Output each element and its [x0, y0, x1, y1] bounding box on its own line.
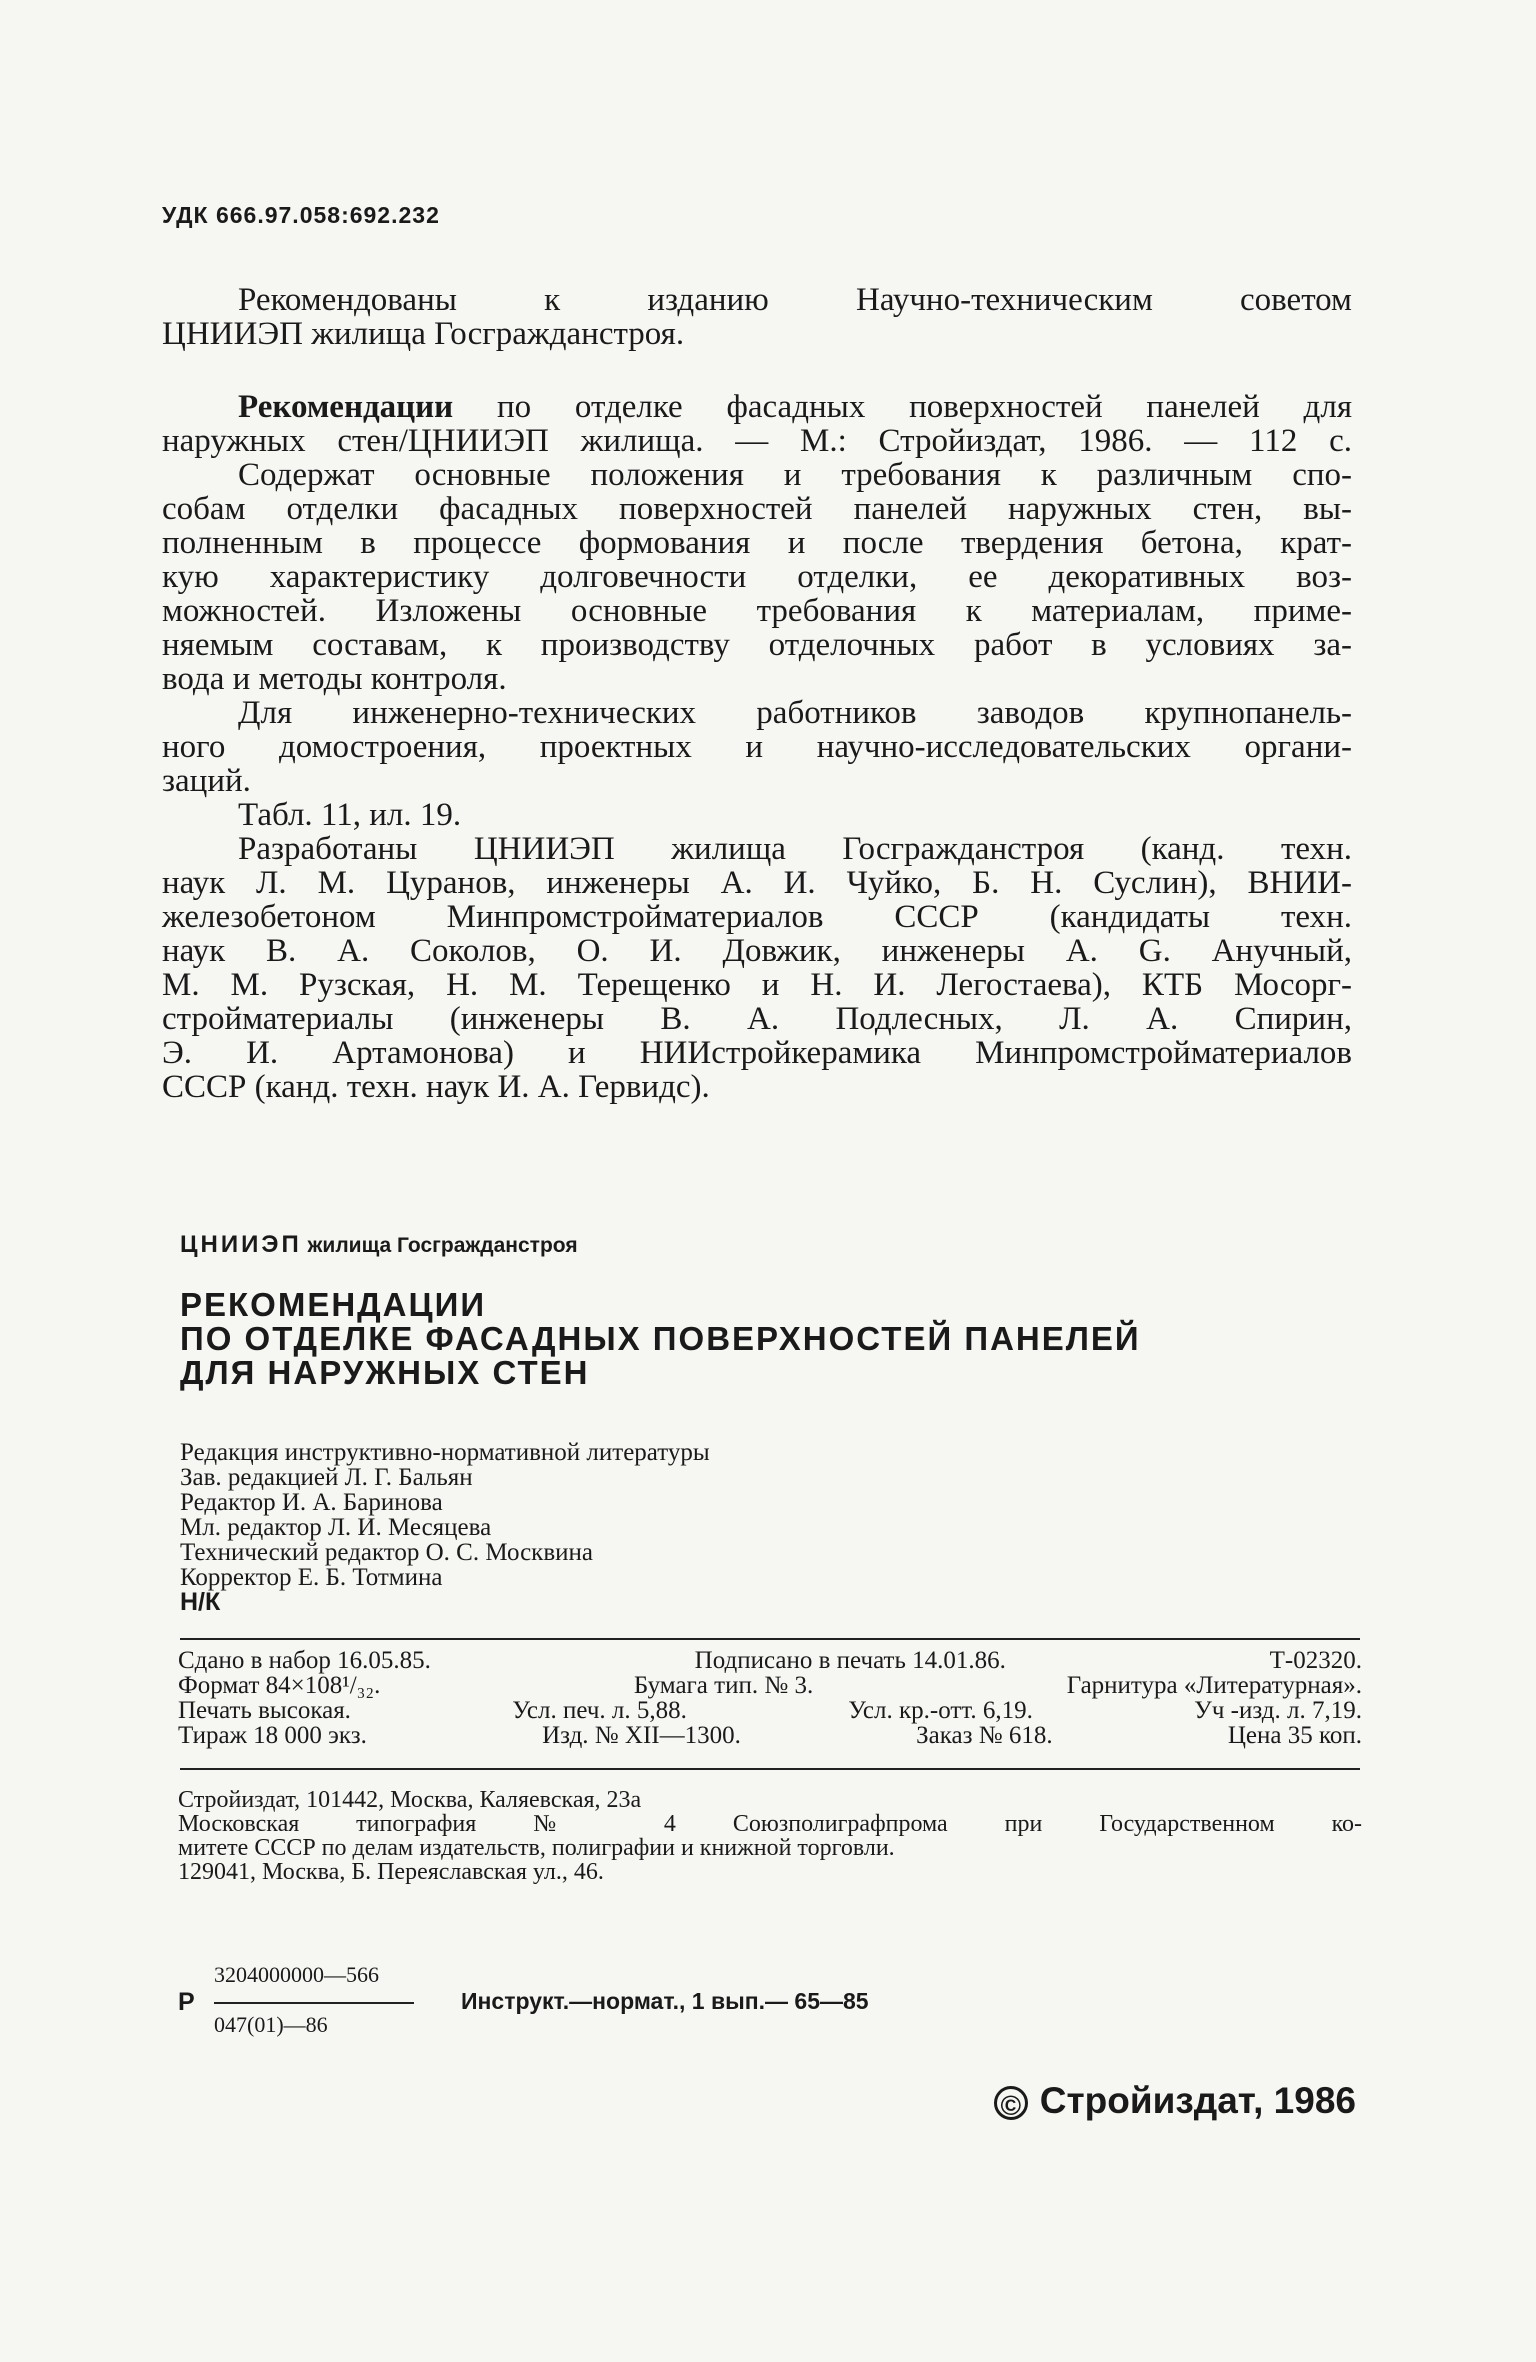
annotation-lead: Рекомендации	[238, 389, 454, 425]
staff-line: Редакция инструктивно-нормативной литературы	[180, 1439, 710, 1466]
annotation-line: железобетоном Минпромстройматериалов СССР (кандидаты техн.	[162, 899, 1352, 935]
code-series: Инструкт.—нормат., 1 вып.— 65—85	[461, 1988, 869, 2014]
annotation-line: ного домостроения, проектных и научно-исследовательских органи-	[162, 729, 1352, 765]
staff-line: Мл. редактор Л. И. Месяцева	[180, 1514, 492, 1541]
title-line: ДЛЯ НАРУЖНЫХ СТЕН	[180, 1354, 590, 1391]
code-fraction-line	[214, 2002, 414, 2004]
book-title	[180, 1288, 1141, 1390]
imprint-row: Сдано в набор 16.05.85. Подписано в печать 14.01.86. Т-02320.	[178, 1647, 1362, 1674]
imprint-row: Печать высокая. Усл. печ. л. 5,88. Усл. кр.-отт. 6,19. Уч -изд. л. 7,19.	[178, 1697, 1362, 1724]
annotation-line: можностей. Изложены основные требования к материалам, приме-	[162, 593, 1352, 629]
publisher-line: 129041, Москва, Б. Переяславская ул., 46.	[178, 1859, 604, 1885]
annotation-line: собам отделки фасадных поверхностей панелей наружных стен, вы-	[162, 491, 1352, 527]
staff-line: Редактор И. А. Баринова	[180, 1489, 443, 1516]
udk-code: УДК 666.97.058:692.232	[162, 202, 440, 228]
annotation-line: стройматериалы (инженеры В. А. Подлесных, Л. А. Спирин,	[162, 1001, 1352, 1037]
staff-line: Зав. редакцией Л. Г. Бальян	[180, 1464, 473, 1491]
editorial-staff	[180, 1440, 710, 1615]
classification-code	[178, 1962, 1078, 2042]
copyright-notice: © Стройиздат, 1986	[994, 2080, 1356, 2122]
annotation-line: вода и методы контроля.	[162, 661, 507, 697]
divider-top	[180, 1638, 1360, 1640]
annotation-line: наружных стен/ЦНИИЭП жилища. — М.: Стройиздат, 1986. — 112 с.	[162, 423, 1352, 459]
divider-bottom	[180, 1768, 1360, 1770]
annotation-line: Разработаны ЦНИИЭП жилища Госгражданстроя (канд. техн.	[238, 831, 1352, 867]
publisher-line: Стройиздат, 101442, Москва, Каляевская, 23а	[178, 1787, 642, 1813]
annotation-line: СССР (канд. техн. наук И. А. Гервидс).	[162, 1069, 710, 1105]
organization-name: ЦНИИЭП жилища Госгражданстроя	[180, 1231, 578, 1258]
title-line: РЕКОМЕНДАЦИИ	[180, 1286, 487, 1323]
annotation	[162, 390, 1352, 1104]
code-letter: Р	[178, 1988, 195, 2016]
annotation-line: М. М. Рузская, Н. М. Терещенко и Н. И. Легостаева), КТБ Мосорг-	[162, 967, 1352, 1003]
annotation-line: Рекомендации по отделке фасадных поверхностей панелей для	[238, 389, 1352, 425]
annotation-line: наук Л. М. Цуранов, инженеры А. И. Чуйко, Б. Н. Суслин), ВНИИ-	[162, 865, 1352, 901]
annotation-line: Э. И. Артамонова) и НИИстройкерамика Минпромстройматериалов	[162, 1035, 1352, 1071]
annotation-line: Для инженерно-технических работников заводов крупнопанель-	[238, 695, 1352, 731]
publisher-info	[178, 1788, 1362, 1884]
recommendation-statement	[162, 283, 1352, 351]
imprint-row: Тираж 18 000 экз. Изд. № XII—1300. Заказ № 618. Цена 35 коп.	[178, 1722, 1362, 1749]
staff-line: Корректор Е. Б. Тотмина	[180, 1564, 443, 1591]
publisher-line: Московская типография № 4 Союзполиграфпрома при Государственном ко-	[178, 1811, 1362, 1837]
staff-line: Технический редактор О. С. Москвина	[180, 1539, 593, 1566]
code-denominator: 047(01)—86	[214, 2012, 328, 2037]
annotation-line: полненным в процессе формования и после твердения бетона, крат-	[162, 525, 1352, 561]
imprint-data	[178, 1648, 1362, 1748]
annotation-line: заций.	[162, 763, 251, 799]
recommendation-line-1: Рекомендованы к изданию Научно-техническим советом	[238, 282, 1352, 318]
copyright-icon: ©	[994, 2086, 1028, 2120]
annotation-line: няемым составам, к производству отделочных работ в условиях за-	[162, 627, 1352, 663]
staff-line: Н/К	[180, 1588, 221, 1616]
annotation-line: наук В. А. Соколов, О. И. Довжик, инженеры А. G. Анучный,	[162, 933, 1352, 969]
title-line: ПО ОТДЕЛКЕ ФАСАДНЫХ ПОВЕРХНОСТЕЙ ПАНЕЛЕЙ	[180, 1320, 1141, 1357]
imprint-row: Формат 84×108¹/₃₂. Бумага тип. № 3. Гарнитура «Литературная».	[178, 1672, 1362, 1699]
recommendation-line-2: ЦНИИЭП жилища Госгражданстроя.	[162, 316, 685, 352]
annotation-line: Содержат основные положения и требования к различным спо-	[238, 457, 1352, 493]
publisher-line: митете СССР по делам издательств, полиграфии и книжной торговли.	[178, 1835, 895, 1861]
code-numerator: 3204000000—566	[214, 1962, 379, 1987]
annotation-line: кую характеристику долговечности отделки, ее декоративных воз-	[162, 559, 1352, 595]
annotation-line: Табл. 11, ил. 19.	[238, 797, 462, 833]
